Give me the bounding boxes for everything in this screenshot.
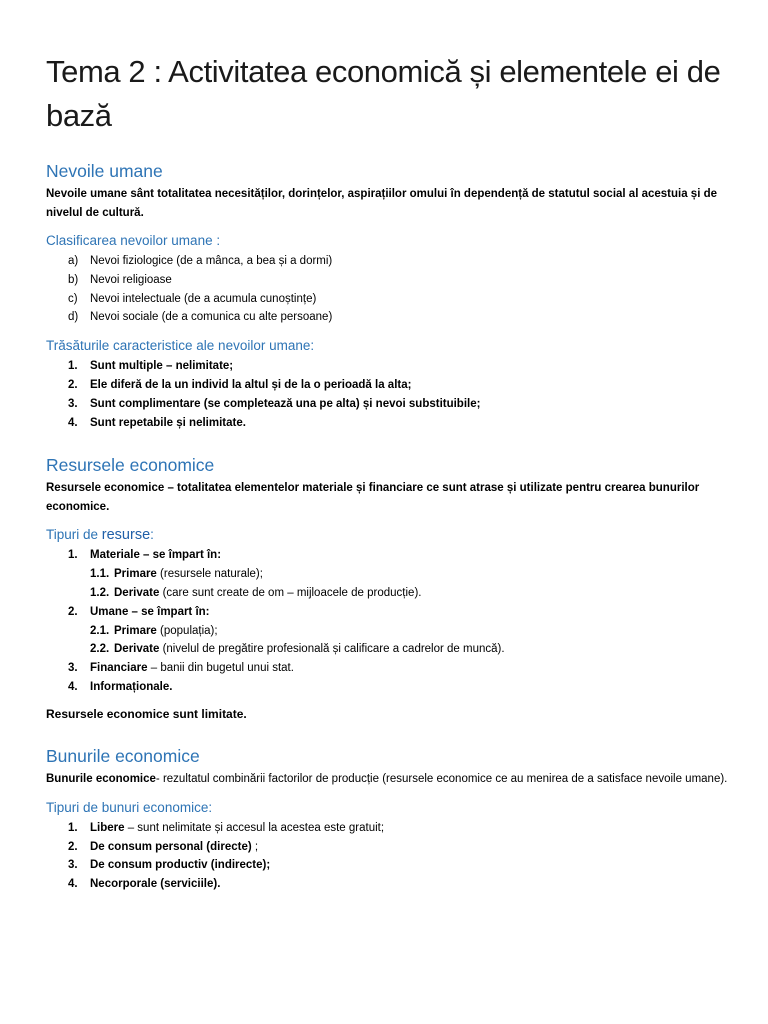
note-resurse-limitate: Resursele economice sunt limitate. [46, 706, 247, 721]
list-marker: 1. [68, 360, 78, 373]
definition-resursele-economice [46, 479, 728, 516]
list-marker: 1.2. [90, 586, 110, 599]
list-marker: 2.2. [90, 643, 110, 656]
definition-text: Nevoile umane sânt totalitatea necesităților, dorințelor, aspirațiilor omului în dependență de statutul social al acestuia și de nivelul de cultură. [46, 188, 718, 219]
list-item-text: Sunt multiple – nelimitate; [90, 360, 234, 373]
sublist-item-text: (resursele naturale); [156, 568, 263, 581]
subheading-tipuri-bunuri: Tipuri de bunuri economice: [46, 799, 213, 815]
definition-text: - rezultatul combinării factorilor de producție (resursele economice ce au menirea de a satisface nevoile umane). [155, 773, 728, 786]
list-item-text: Nevoi intelectuale (de a acumula cunoștințe) [90, 292, 317, 305]
list-item-text: Sunt repetabile și nelimitate. [90, 416, 246, 429]
list-marker: 1. [68, 549, 78, 562]
subheading-keyword: resurse [101, 527, 151, 544]
list-marker: 1.1. [90, 568, 110, 581]
sublist-item-term: Derivate [114, 643, 160, 656]
list-item [46, 252, 728, 271]
list-item [46, 376, 728, 395]
definition-term: Bunurile economice [46, 773, 156, 786]
list-item [46, 414, 728, 433]
list-item-term: De consum personal (directe) [90, 840, 252, 853]
list-item-text: ; [251, 840, 259, 853]
sublist-item-text: (care sunt create de om – mijloacele de producție). [159, 586, 422, 599]
list-item-text: Sunt complimentare (se completează una pe alta) și nevoi substituibile; [90, 397, 481, 410]
list-item-term: Financiare [90, 662, 148, 675]
sublist-umane [46, 622, 728, 660]
list-item [46, 659, 728, 678]
list-item-text: – banii din bugetul unui stat. [147, 662, 294, 675]
subheading-clasificarea: Clasificarea nevoilor umane : [46, 233, 221, 248]
list-item-text: Ele diferă de la un individ la altul și de la o perioadă la alta; [90, 378, 412, 391]
sublist-item [46, 565, 728, 584]
list-item [46, 603, 728, 622]
sublist-item-term: Primare [114, 624, 157, 637]
list-item-text: Nevoi fiziologice (de a mânca, a bea și a dormi) [90, 255, 333, 267]
list-tipuri-resurse [46, 546, 728, 565]
section-heading-bunurile-economice: Bunurile economice [46, 746, 200, 767]
definition-nevoile-umane [46, 185, 728, 222]
list-item-text: Umane – se împart în: [90, 605, 210, 618]
list-item-text: – sunt nelimitate și accesul la acestea este gratuit; [124, 821, 385, 834]
list-marker: 3. [68, 859, 78, 872]
list-marker: 4. [68, 416, 78, 429]
sublist-item [46, 640, 728, 659]
list-marker: a) [68, 255, 79, 267]
section-heading-resursele-economice: Resursele economice [46, 455, 215, 476]
list-tipuri-resurse-end [46, 659, 728, 697]
list-item-text: Nevoi sociale (de a comunica cu alte persoane) [90, 311, 333, 324]
sublist-item-text: (populația); [156, 624, 218, 637]
sublist-item-text: (nivelul de pregătire profesională și calificare a cadrelor de muncă). [159, 643, 505, 656]
list-item [46, 819, 728, 838]
list-item [46, 678, 728, 697]
list-tipuri-resurse-cont [46, 603, 728, 622]
list-marker: d) [68, 311, 79, 324]
list-marker: 2. [68, 840, 78, 853]
list-item-term: De consum productiv (indirecte); [90, 859, 271, 872]
list-item-text: Materiale – se împart în: [90, 549, 222, 562]
list-item [46, 290, 728, 309]
list-item [46, 271, 728, 290]
list-marker: c) [68, 292, 78, 305]
subheading-trasaturile: Trăsăturile caracteristice ale nevoilor umane: [46, 338, 315, 354]
list-marker: b) [68, 273, 79, 286]
list-item-text: Informaționale. [90, 680, 173, 693]
list-marker: 4. [68, 878, 78, 891]
list-marker: 3. [68, 662, 78, 675]
subheading-prefix: Tipuri de [46, 527, 102, 543]
list-clasificarea [46, 252, 728, 327]
page-title: Tema 2 : Activitatea economică și elementele ei de bază [46, 54, 721, 133]
list-item [46, 395, 728, 414]
list-marker: 2. [68, 378, 78, 391]
list-item [46, 838, 728, 857]
list-marker: 3. [68, 397, 78, 410]
subheading-tipuri-resurse [46, 526, 728, 544]
sublist-item-term: Primare [114, 568, 157, 581]
section-heading-nevoile-umane: Nevoile umane [46, 161, 163, 181]
list-item [46, 856, 728, 875]
list-item [46, 546, 728, 565]
sublist-item [46, 622, 728, 641]
subheading-suffix: : [150, 527, 154, 543]
list-marker: 1. [68, 821, 78, 834]
list-item-term: Libere [90, 821, 125, 834]
sublist-item-term: Derivate [114, 586, 160, 599]
list-item-term: Necorporale (serviciile). [90, 878, 221, 891]
sublist-item [46, 584, 728, 603]
list-item [46, 875, 728, 894]
list-tipuri-bunuri [46, 819, 728, 894]
list-item-text: Nevoi religioase [90, 273, 172, 286]
definition-text: – totalitatea elementelor materiale și financiare ce sunt atrase și utilizate pentru crearea bunurilor economice. [46, 482, 700, 513]
definition-bunurile-economice [46, 770, 728, 789]
definition-term: Resursele economice [46, 482, 165, 495]
list-trasaturile [46, 357, 728, 432]
list-item [46, 308, 728, 327]
list-marker: 2.1. [90, 624, 110, 637]
sublist-materiale [46, 565, 728, 603]
list-marker: 4. [68, 680, 78, 693]
list-item [46, 357, 728, 376]
list-marker: 2. [68, 605, 78, 618]
